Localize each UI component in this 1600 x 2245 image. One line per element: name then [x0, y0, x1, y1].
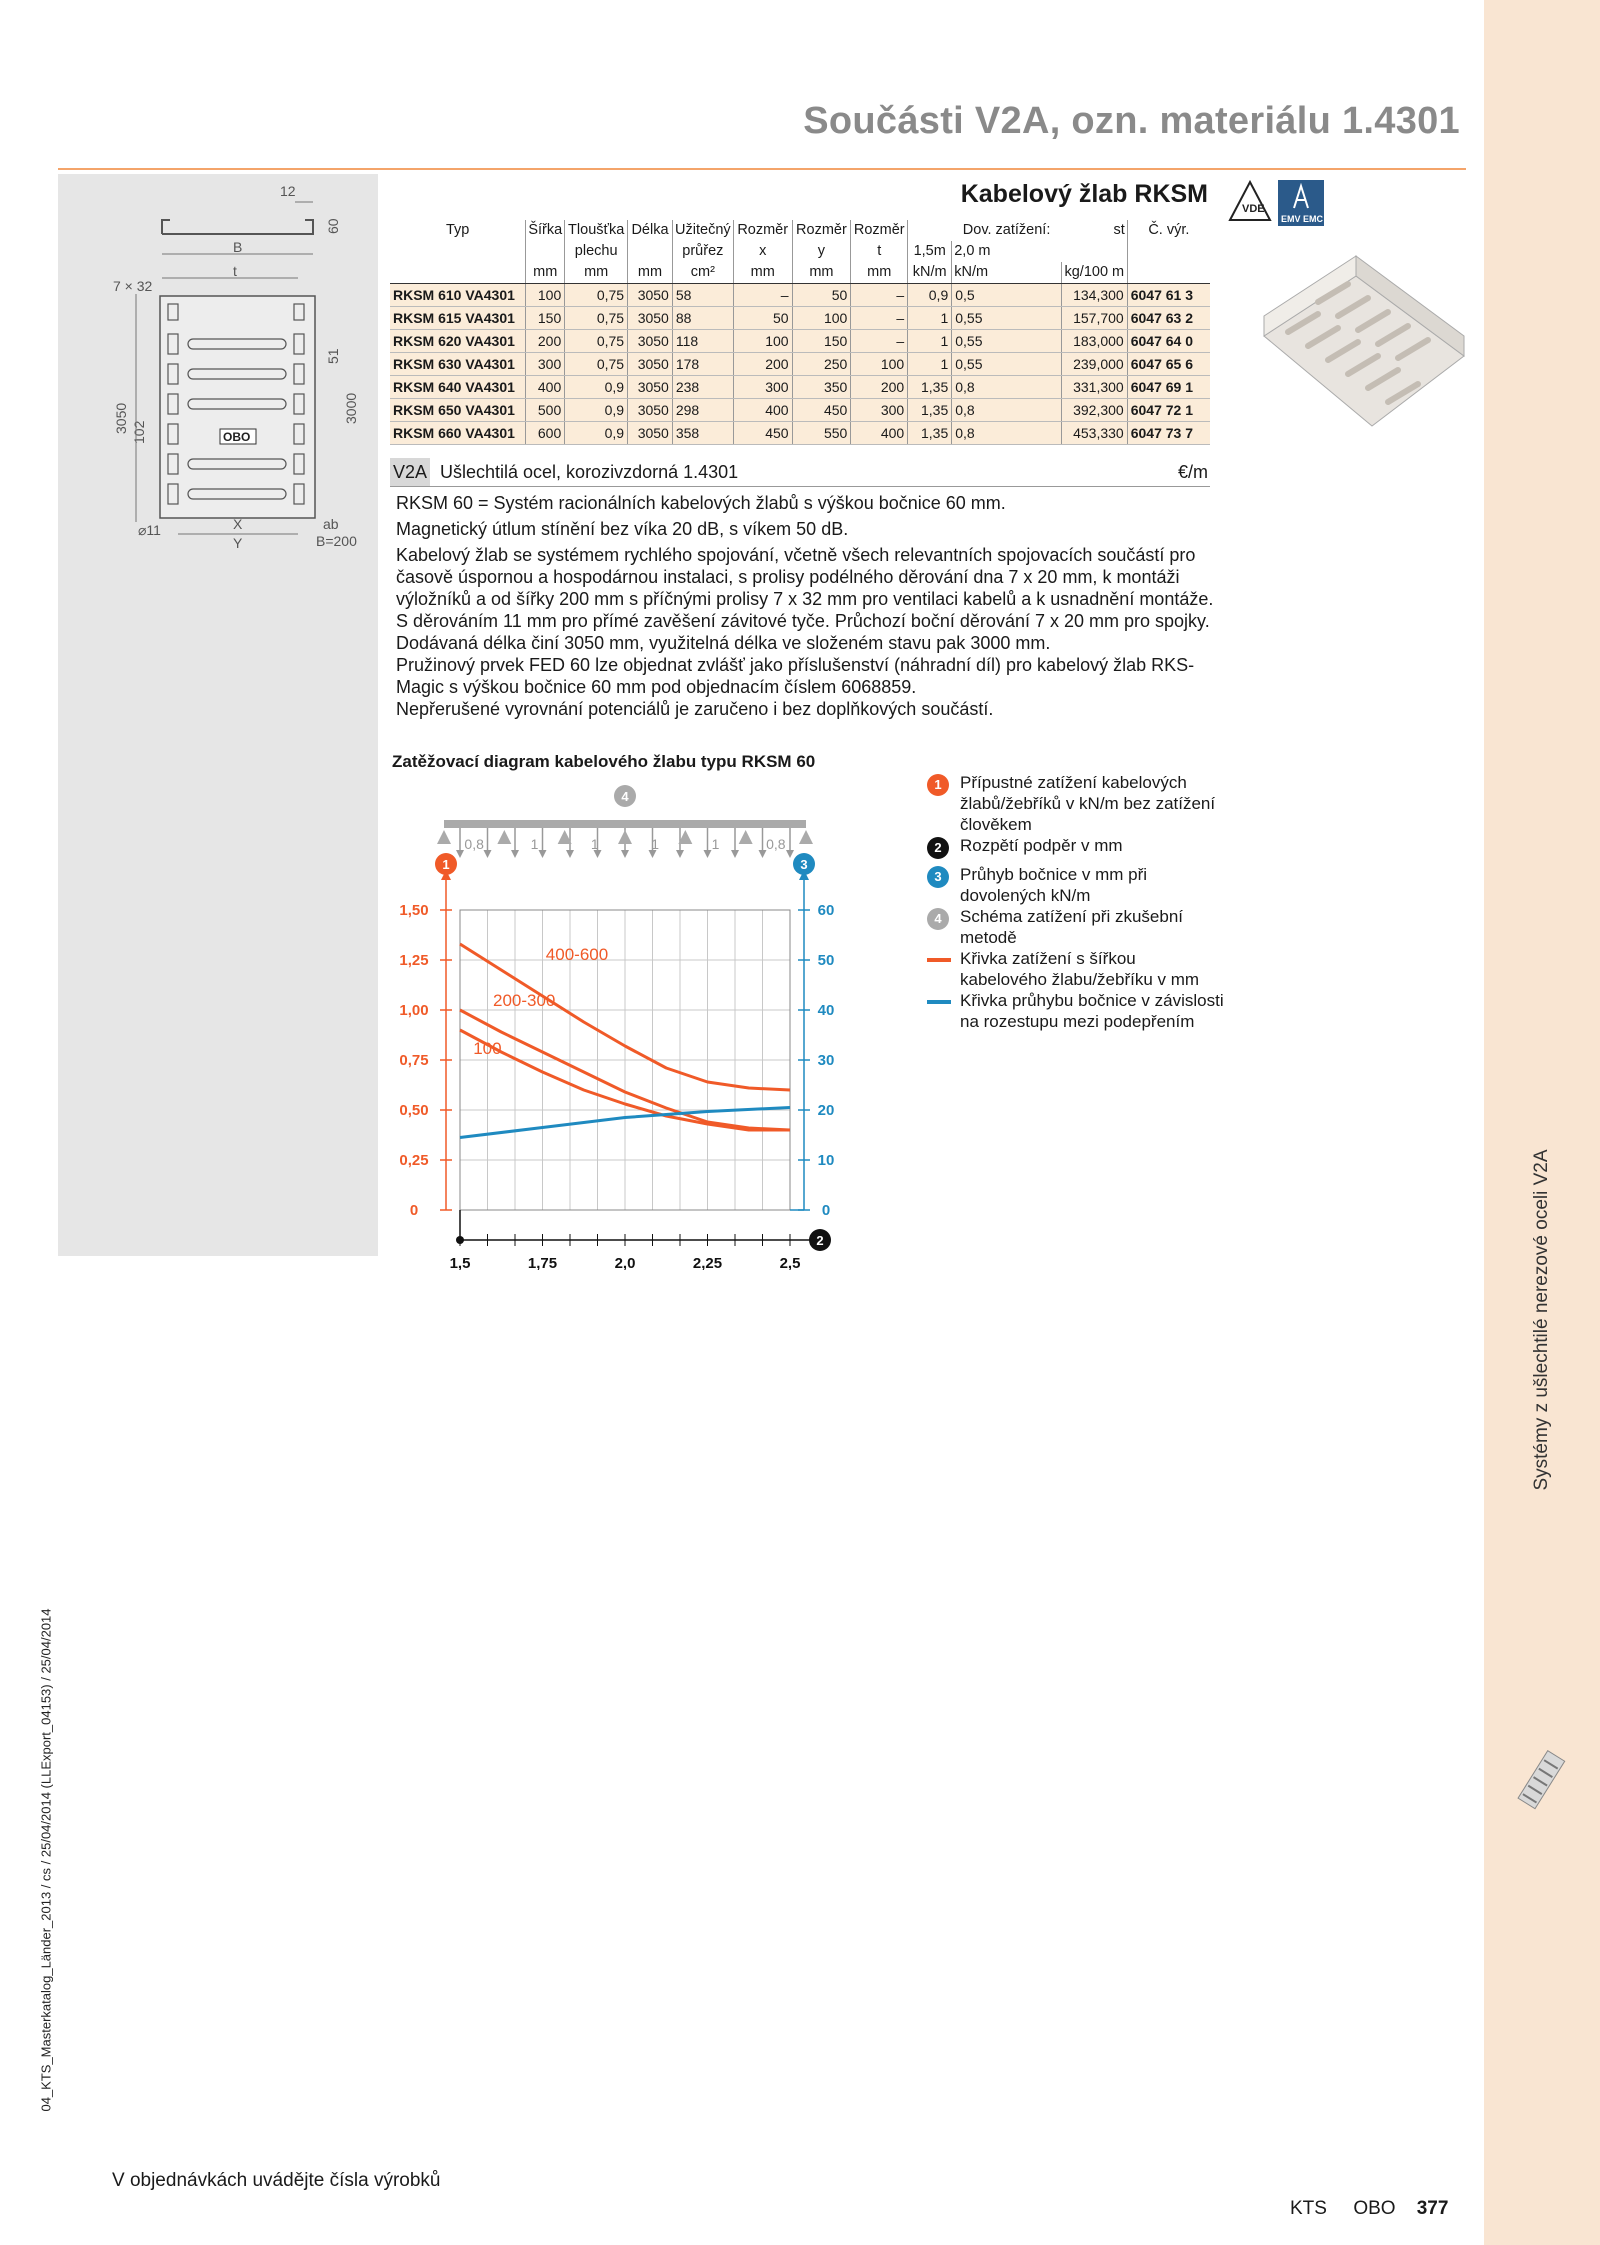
series-label: 100 — [473, 1039, 502, 1058]
title-rule — [58, 168, 1466, 170]
right-tick-label: 0 — [821, 1202, 831, 1219]
table-cell: 150 — [792, 330, 851, 353]
row-article-no: 6047 64 0 — [1127, 330, 1210, 353]
material-code: V2A — [390, 458, 430, 486]
load-support-icon — [799, 830, 813, 844]
page-number: 377 — [1416, 2198, 1449, 2219]
table-cell: 350 — [792, 376, 851, 399]
table-cell: 118 — [672, 330, 733, 353]
table-cell: 331,300 — [1061, 376, 1127, 399]
table-cell: 3050 — [628, 399, 673, 422]
header-dim-y: Rozměr — [792, 220, 851, 241]
table-cell: 0,55 — [952, 353, 1062, 376]
emv-label: EMV EMC — [1281, 214, 1324, 224]
dim-51: 51 — [325, 348, 341, 364]
load-arrow-head — [676, 850, 684, 858]
table-cell: – — [851, 284, 908, 307]
table-cell: 200 — [526, 330, 565, 353]
product-photo — [1258, 236, 1472, 446]
table-cell: 400 — [526, 376, 565, 399]
row-type: RKSM 615 VA4301 — [390, 307, 526, 330]
header-load-15 — [908, 220, 952, 241]
table-cell: 239,000 — [1061, 353, 1127, 376]
table-cell: 3050 — [628, 330, 673, 353]
row-type: RKSM 620 VA4301 — [390, 330, 526, 353]
table-cell: 298 — [672, 399, 733, 422]
right-tick-label: 50 — [817, 952, 835, 969]
load-support-icon — [618, 830, 632, 844]
table-cell: 0,5 — [952, 284, 1062, 307]
table-cell: 0,9 — [565, 399, 628, 422]
description-paragraph: Dodávaná délka činí 3050 mm, využitelná délka ve složeném stavu pak 3000 mm. — [396, 633, 1051, 653]
material-row — [390, 458, 1210, 487]
table-cell: 600 — [526, 422, 565, 445]
axis-badge-right-icon-label: 3 — [800, 857, 808, 872]
dim-B200: B=200 — [316, 533, 357, 549]
load-arrow-head — [731, 850, 739, 858]
dim-phi11: ⌀11 — [138, 522, 161, 538]
dim-Y: Y — [233, 535, 243, 551]
load-arrow-head — [456, 850, 464, 858]
table-cell: 134,300 — [1061, 284, 1127, 307]
table-cell: 3050 — [628, 353, 673, 376]
footer-brand: OBO — [1353, 2198, 1396, 2219]
table-cell: 0,55 — [952, 330, 1062, 353]
legend-line-icon — [927, 958, 951, 962]
row-type: RKSM 630 VA4301 — [390, 353, 526, 376]
table-cell: 0,8 — [952, 376, 1062, 399]
table-cell: 300 — [526, 353, 565, 376]
table-cell: 88 — [672, 307, 733, 330]
series-label: 200-300 — [493, 991, 556, 1010]
row-type: RKSM 660 VA4301 — [390, 422, 526, 445]
bottom-tick-label: 1,5 — [449, 1255, 471, 1270]
table-cell: 0,75 — [565, 307, 628, 330]
description-paragraph: Nepřerušené vyrovnání potenciálů je zaručeno i bez doplňkových součástí. — [396, 699, 994, 719]
table-cell: 0,9 — [565, 422, 628, 445]
row-article-no: 6047 69 1 — [1127, 376, 1210, 399]
axis-badge-left-icon-label: 1 — [442, 857, 450, 872]
load-scheme-beam — [444, 820, 806, 828]
table-cell: 3050 — [628, 422, 673, 445]
left-tick-label: 0,50 — [399, 1102, 429, 1119]
table-cell: 3050 — [628, 284, 673, 307]
table-cell: 58 — [672, 284, 733, 307]
right-tick-label: 10 — [817, 1152, 835, 1169]
table-row — [390, 422, 1210, 445]
table-cell: 157,700 — [1061, 307, 1127, 330]
table-cell: 200 — [733, 353, 792, 376]
row-article-no: 6047 63 2 — [1127, 307, 1210, 330]
table-cell: 200 — [851, 376, 908, 399]
series-label: 400-600 — [545, 945, 609, 964]
table-cell: 50 — [792, 284, 851, 307]
table-cell: 1,35 — [908, 376, 952, 399]
table-row — [390, 284, 1210, 307]
table-cell: 0,9 — [565, 376, 628, 399]
header-thickness: Tloušťka — [565, 220, 628, 241]
page-title: Součásti V2A, ozn. materiálu 1.4301 — [803, 100, 1460, 142]
table-cell: 450 — [733, 422, 792, 445]
drawing-brand-label: OBO — [223, 430, 251, 444]
dim-3000: 3000 — [343, 392, 359, 424]
product-spec-table — [390, 220, 1210, 445]
load-arrow-head — [621, 850, 629, 858]
load-scheme-label: 1 — [711, 836, 720, 852]
dim-X: X — [233, 516, 243, 532]
dim-60: 60 — [325, 218, 341, 234]
description-paragraph: Kabelový žlab se systémem rychlého spojování, včetně všech relevantních spojovacích součástí pro časově úspornou a hospodárnou instalaci, s prolisy podélného děrování dna 7 x 20 mm, k montáži výložníků a od šířky 200 mm s příčnými prolisy 7 x 32 mm pro ventilaci kabelů a k usnadnění montáže. S děrováním 11 mm pro přímé zavěšení závitové tyče. Průchozí boční děrování 7 x 20 mm pro spojky. — [396, 545, 1214, 631]
table-cell: 238 — [672, 376, 733, 399]
row-type: RKSM 610 VA4301 — [390, 284, 526, 307]
legend-item: 3 Průhyb bočnice v mm při dovolených kN/m — [925, 864, 1225, 906]
left-tick-label: 0,25 — [399, 1152, 429, 1169]
load-support-icon — [739, 830, 753, 844]
table-cell: 400 — [851, 422, 908, 445]
load-arrow-head — [566, 850, 574, 858]
footer-page-info — [1290, 2198, 1448, 2220]
load-arrow-head — [539, 850, 547, 858]
axis-badge-scheme-icon-label: 4 — [621, 789, 629, 804]
left-tick-label: 1,00 — [399, 1002, 429, 1019]
header-load: Dov. zatížení: — [962, 222, 1051, 238]
legend-line-icon — [927, 1000, 951, 1004]
description-paragraph: Pružinový prvek FED 60 lze objednat zvlášť jako příslušenství (náhradní díl) pro kabelový žlab RKS-Magic s výškou bočnice 60 mm pod objednacím číslem 6068859. — [396, 655, 1195, 697]
table-row — [390, 307, 1210, 330]
legend-item: 1 Přípustné zatížení kabelových žlabů/žebříků v kN/m bez zatížení člověkem — [925, 772, 1225, 835]
legend-item: 4 Schéma zatížení při zkušební metodě — [925, 906, 1225, 948]
footer-section: KTS — [1290, 2198, 1327, 2219]
table-cell: 0,8 — [952, 399, 1062, 422]
legend-badge-icon: 4 — [927, 908, 949, 930]
chart-title: Zatěžovací diagram kabelového žlabu typu RKSM 60 — [392, 752, 816, 771]
bottom-tick-label: 2,5 — [779, 1255, 801, 1270]
table-cell: 450 — [792, 399, 851, 422]
table-cell: 183,000 — [1061, 330, 1127, 353]
table-cell: 300 — [733, 376, 792, 399]
load-scheme-label: 1 — [590, 836, 599, 852]
axis-badge-bottom-icon-label: 2 — [816, 1233, 824, 1248]
dim-102: 102 — [131, 420, 147, 444]
dim-12: 12 — [280, 183, 296, 199]
table-cell: 3050 — [628, 307, 673, 330]
table-row — [390, 399, 1210, 422]
bottom-tick-label: 2,25 — [692, 1255, 723, 1270]
load-diagram-chart — [380, 780, 920, 1270]
table-cell: 0,75 — [565, 353, 628, 376]
header-weight: st — [1113, 222, 1125, 238]
table-cell: 250 — [792, 353, 851, 376]
table-row — [390, 376, 1210, 399]
load-scheme-label: 0,8 — [464, 836, 484, 852]
dim-7x32: 7 × 32 — [113, 278, 153, 294]
header-type: Typ — [445, 222, 470, 238]
load-support-icon — [497, 830, 511, 844]
table-cell: 453,330 — [1061, 422, 1127, 445]
legend-item: 2 Rozpětí podpěr v mm — [925, 835, 1225, 856]
header-dim-t: Rozměr — [851, 220, 908, 241]
row-article-no: 6047 72 1 — [1127, 399, 1210, 422]
table-cell: 100 — [526, 284, 565, 307]
legend-item: Křivka průhybu bočnice v závislosti na rozestupu mezi podepřením — [925, 990, 1225, 1032]
dim-ab: ab — [323, 516, 339, 532]
vde-label: VDE — [1242, 203, 1265, 215]
table-cell: – — [851, 307, 908, 330]
description-paragraph: Magnetický útlum stínění bez víka 20 dB, s víkem 50 dB. — [396, 519, 849, 539]
row-type: RKSM 650 VA4301 — [390, 399, 526, 422]
row-article-no: 6047 61 3 — [1127, 284, 1210, 307]
chart-legend — [925, 772, 1225, 1032]
left-tick-label: 1,25 — [399, 952, 429, 969]
left-tick-label: 1,50 — [399, 902, 429, 919]
dim-3050: 3050 — [113, 402, 129, 434]
table-header-row-2: plechu průřez x y t 1,5m 2,0 m — [390, 241, 1210, 262]
table-cell: 0,55 — [952, 307, 1062, 330]
legend-badge-icon: 1 — [927, 774, 949, 796]
load-support-icon — [437, 830, 451, 844]
section-sidebar — [1484, 0, 1600, 2245]
table-header-row-1 — [390, 220, 1210, 241]
table-cell: 1 — [908, 330, 952, 353]
header-article-no: Č. výr. — [1127, 220, 1210, 241]
table-cell: 178 — [672, 353, 733, 376]
load-scheme-label: 1 — [651, 836, 660, 852]
dim-t: t — [233, 263, 237, 279]
table-cell: 100 — [733, 330, 792, 353]
load-arrow-head — [704, 850, 712, 858]
table-cell: 500 — [526, 399, 565, 422]
table-cell: 150 — [526, 307, 565, 330]
material-description: Ušlechtilá ocel, korozivzdorná 1.4301 — [440, 462, 739, 482]
left-tick-label: 0,75 — [399, 1052, 429, 1069]
legend-badge-icon: 2 — [927, 837, 949, 859]
description-paragraph: RKSM 60 = Systém racionálních kabelových žlabů s výškou bočnice 60 mm. — [396, 493, 1006, 513]
header-length: Délka — [628, 220, 673, 241]
table-units-row: mm mm mm cm² mm mm mm kN/m kN/m kg/100 m — [390, 262, 1210, 284]
table-cell: 0,8 — [952, 422, 1062, 445]
header-dim-x: Rozměr — [733, 220, 792, 241]
table-cell: 1,35 — [908, 422, 952, 445]
table-cell: 400 — [733, 399, 792, 422]
row-article-no: 6047 65 6 — [1127, 353, 1210, 376]
load-scheme-label: 0,8 — [766, 836, 786, 852]
sidebar-product-thumbnail — [1505, 1745, 1575, 1815]
vde-icon — [1230, 182, 1270, 220]
dim-B: B — [233, 239, 243, 255]
header-width: Šířka — [526, 220, 565, 241]
table-cell: 50 — [733, 307, 792, 330]
table-row — [390, 353, 1210, 376]
print-job-info: 04_KTS_Masterkatalog_Länder_2013 / cs / 25/04/2014 (LLExport_04153) / 25/04/2014 — [38, 1608, 54, 2112]
emv-emc-icon — [1278, 180, 1324, 226]
legend-item: Křivka zatížení s šířkou kabelového žlabu/žebříku v mm — [925, 948, 1225, 990]
table-cell: 3050 — [628, 376, 673, 399]
right-tick-label: 30 — [817, 1052, 835, 1069]
certification-badges — [1228, 178, 1328, 230]
technical-drawing — [58, 174, 378, 574]
table-cell: 300 — [851, 399, 908, 422]
load-scheme-label: 1 — [530, 836, 539, 852]
left-tick-label: 0 — [409, 1202, 419, 1219]
header-usable-section: Užitečný — [672, 220, 733, 241]
load-arrow-head — [484, 850, 492, 858]
table-cell: 358 — [672, 422, 733, 445]
table-cell: 1,35 — [908, 399, 952, 422]
load-arrow-head — [511, 850, 519, 858]
table-cell: 550 — [792, 422, 851, 445]
product-name: Kabelový žlab RKSM — [960, 180, 1208, 208]
table-cell: 392,300 — [1061, 399, 1127, 422]
table-cell: 0,75 — [565, 284, 628, 307]
price-unit: €/m — [1177, 462, 1208, 482]
footer-order-note: V objednávkách uvádějte čísla výrobků — [112, 2170, 441, 2191]
right-tick-label: 40 — [817, 1002, 835, 1019]
right-tick-label: 60 — [817, 902, 835, 919]
bottom-tick-label: 2,0 — [614, 1255, 636, 1270]
table-cell: – — [733, 284, 792, 307]
legend-badge-icon: 3 — [927, 866, 949, 888]
row-type: RKSM 640 VA4301 — [390, 376, 526, 399]
product-description — [396, 492, 1216, 720]
table-cell: 0,9 — [908, 284, 952, 307]
table-cell: 100 — [851, 353, 908, 376]
table-cell: 1 — [908, 353, 952, 376]
table-cell: 1 — [908, 307, 952, 330]
right-tick-label: 20 — [817, 1102, 835, 1119]
bottom-tick-label: 1,75 — [527, 1255, 558, 1270]
table-row — [390, 330, 1210, 353]
table-cell: 100 — [792, 307, 851, 330]
table-cell: 0,75 — [565, 330, 628, 353]
load-arrow-head — [786, 850, 794, 858]
sidebar-section-label: Systémy z ušlechtilé nerezové oceli V2A — [1531, 1149, 1552, 1491]
row-article-no: 6047 73 7 — [1127, 422, 1210, 445]
table-cell: – — [851, 330, 908, 353]
